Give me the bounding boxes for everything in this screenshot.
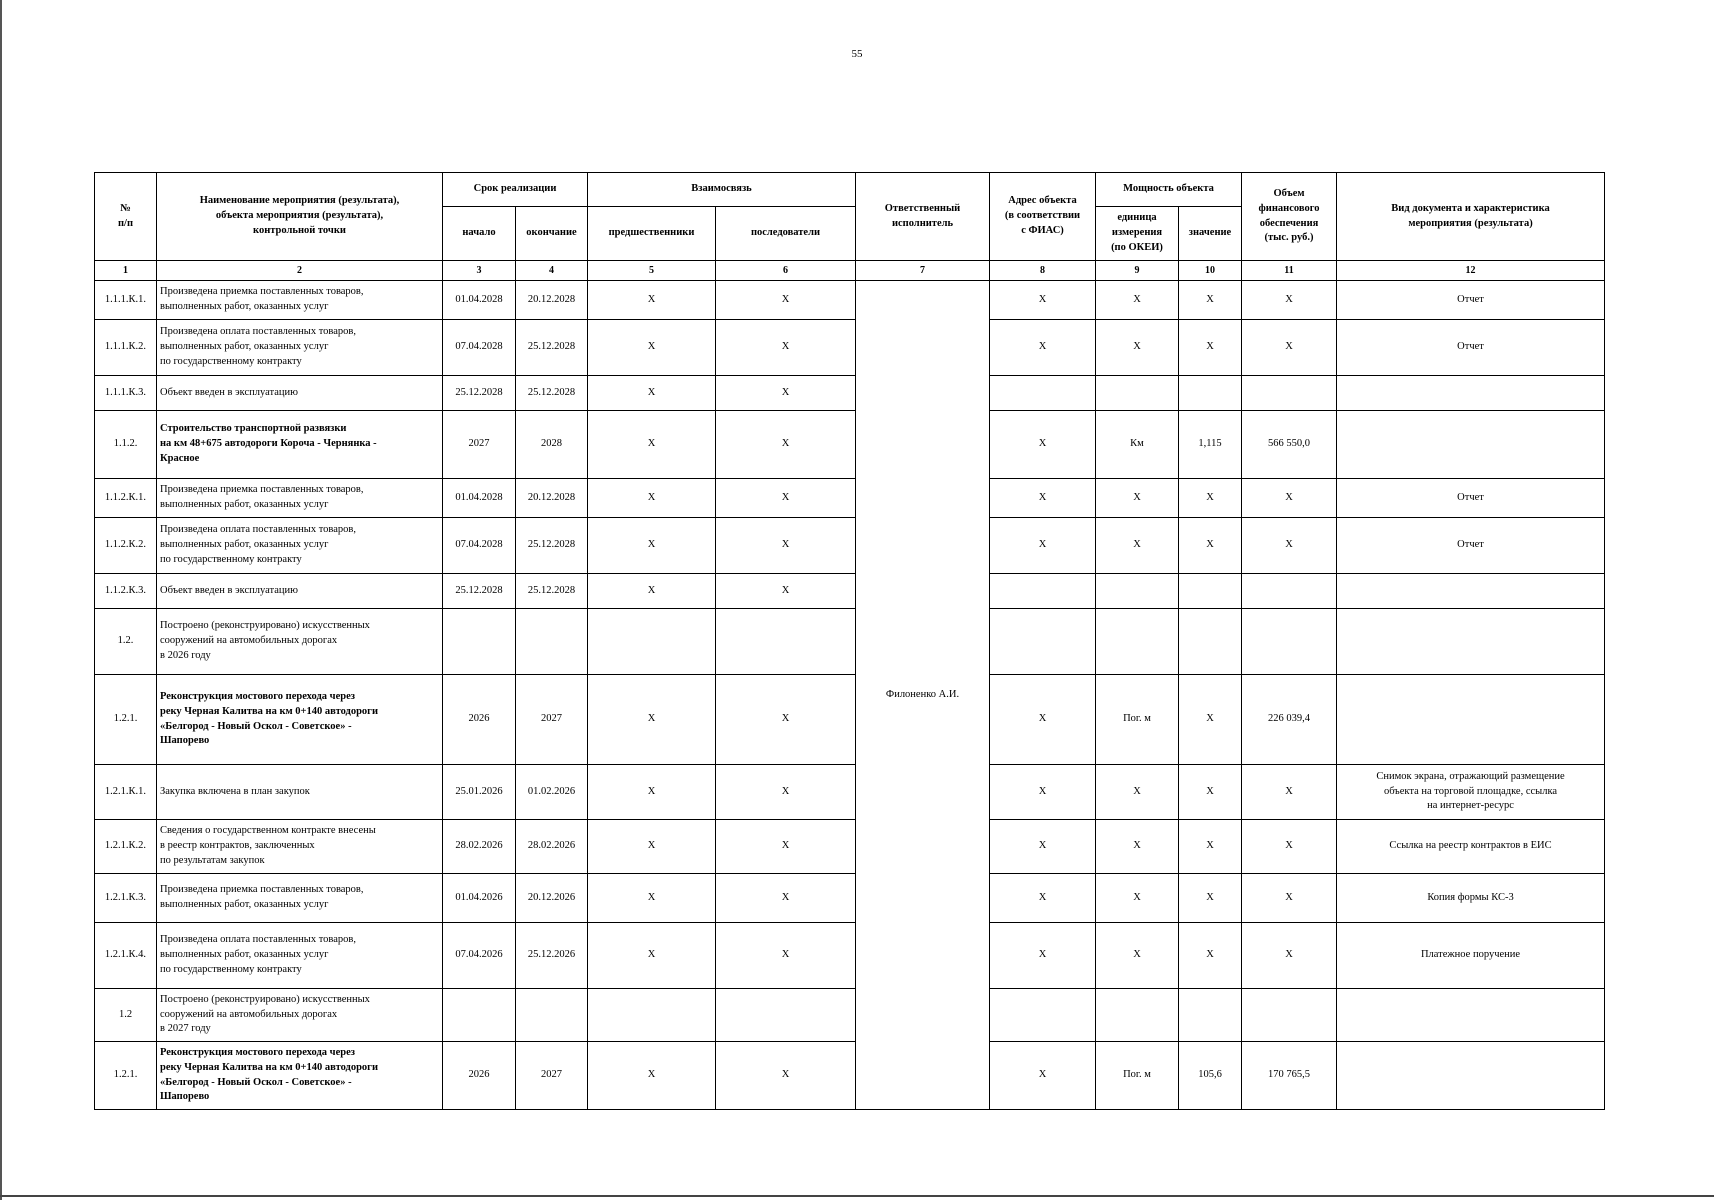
successors-cell: Х [716, 923, 856, 989]
predecessors-cell: Х [588, 820, 716, 874]
table-row [95, 923, 1605, 989]
row-number-cell: 1.1.2.К.1. [95, 479, 157, 518]
successors-cell [716, 609, 856, 675]
document-cell [1337, 675, 1605, 765]
successors-cell: Х [716, 479, 856, 518]
start-date-cell [443, 609, 516, 675]
unit-cell: Х [1096, 874, 1179, 923]
row-name-cell: Произведена оплата поставленных товаров, выполненных работ, оказанных услуг по государственному контракту [157, 518, 443, 574]
row-number-cell: 1.1.1.К.3. [95, 376, 157, 411]
row-number-cell: 1.2.1.К.2. [95, 820, 157, 874]
column-number: 8 [990, 261, 1096, 281]
unit-cell: Х [1096, 923, 1179, 989]
header-link: Взаимосвязь [588, 173, 856, 207]
column-number: 1 [95, 261, 157, 281]
finance-cell [1242, 989, 1337, 1042]
start-date-cell: 2026 [443, 675, 516, 765]
start-date-cell: 2026 [443, 1042, 516, 1110]
start-date-cell: 07.04.2028 [443, 518, 516, 574]
value-cell: Х [1179, 820, 1242, 874]
header-finance: Объем финансового обеспечения (тыс. руб.) [1242, 173, 1337, 261]
unit-cell: Х [1096, 320, 1179, 376]
end-date-cell [516, 989, 588, 1042]
table-row [95, 574, 1605, 609]
value-cell [1179, 609, 1242, 675]
row-number-cell: 1.1.1.К.1. [95, 281, 157, 320]
table-row [95, 479, 1605, 518]
finance-cell: 170 765,5 [1242, 1042, 1337, 1110]
unit-cell: Км [1096, 411, 1179, 479]
row-number-cell: 1.2.1.К.3. [95, 874, 157, 923]
row-name-cell: Сведения о государственном контракте внесены в реестр контрактов, заключенных по результатам закупок [157, 820, 443, 874]
start-date-cell [443, 989, 516, 1042]
finance-cell: Х [1242, 479, 1337, 518]
finance-cell: Х [1242, 874, 1337, 923]
header-period: Срок реализации [443, 173, 588, 207]
value-cell: Х [1179, 320, 1242, 376]
row-number-cell: 1.1.2. [95, 411, 157, 479]
end-date-cell: 25.12.2026 [516, 923, 588, 989]
row-name-cell: Произведена приемка поставленных товаров, выполненных работ, оказанных услуг [157, 281, 443, 320]
document-cell: Отчет [1337, 479, 1605, 518]
document-cell: Снимок экрана, отражающий размещение объекта на торговой площадке, ссылка на интернет-ресурс [1337, 765, 1605, 820]
successors-cell: Х [716, 281, 856, 320]
address-cell: Х [990, 820, 1096, 874]
table-row [95, 765, 1605, 820]
predecessors-cell: Х [588, 518, 716, 574]
finance-cell: Х [1242, 281, 1337, 320]
successors-cell [716, 989, 856, 1042]
end-date-cell: 20.12.2026 [516, 874, 588, 923]
start-date-cell: 07.04.2026 [443, 923, 516, 989]
row-name-cell: Построено (реконструировано) искусственных сооружений на автомобильных дорогах в 2027 году [157, 989, 443, 1042]
row-name-cell: Реконструкция мостового перехода через реку Черная Калитва на км 0+140 автодороги «Белгород - Новый Оскол - Советское» - Шапорево [157, 1042, 443, 1110]
header-num: № п/п [95, 173, 157, 261]
start-date-cell: 07.04.2028 [443, 320, 516, 376]
value-cell [1179, 574, 1242, 609]
value-cell: 1,115 [1179, 411, 1242, 479]
unit-cell [1096, 609, 1179, 675]
value-cell [1179, 376, 1242, 411]
table-row [95, 320, 1605, 376]
row-number-cell: 1.2.1. [95, 675, 157, 765]
responsible-cell: Филоненко А.И. [856, 281, 990, 1110]
column-number: 5 [588, 261, 716, 281]
predecessors-cell: Х [588, 479, 716, 518]
value-cell: Х [1179, 874, 1242, 923]
address-cell: Х [990, 1042, 1096, 1110]
column-number: 12 [1337, 261, 1605, 281]
row-number-cell: 1.1.1.К.2. [95, 320, 157, 376]
scan-bottom-edge [0, 1195, 1714, 1197]
table-row [95, 281, 1605, 320]
unit-cell: Пог. м [1096, 675, 1179, 765]
document-cell: Платежное поручение [1337, 923, 1605, 989]
finance-cell: 226 039,4 [1242, 675, 1337, 765]
table-row [95, 675, 1605, 765]
predecessors-cell: Х [588, 376, 716, 411]
row-name-cell: Реконструкция мостового перехода через реку Черная Калитва на км 0+140 автодороги «Белгород - Новый Оскол - Советское» - Шапорево [157, 675, 443, 765]
address-cell: Х [990, 874, 1096, 923]
finance-cell [1242, 376, 1337, 411]
start-date-cell: 01.04.2028 [443, 281, 516, 320]
row-number-cell: 1.2.1.К.1. [95, 765, 157, 820]
finance-cell: Х [1242, 820, 1337, 874]
address-cell: Х [990, 411, 1096, 479]
end-date-cell [516, 609, 588, 675]
finance-cell: Х [1242, 518, 1337, 574]
address-cell [990, 574, 1096, 609]
start-date-cell: 2027 [443, 411, 516, 479]
row-name-cell: Построено (реконструировано) искусственных сооружений на автомобильных дорогах в 2026 году [157, 609, 443, 675]
header-capacity: Мощность объекта [1096, 173, 1242, 207]
row-name-cell: Произведена приемка поставленных товаров, выполненных работ, оказанных услуг [157, 874, 443, 923]
address-cell: Х [990, 765, 1096, 820]
successors-cell: Х [716, 320, 856, 376]
row-number-cell: 1.2.1.К.4. [95, 923, 157, 989]
finance-cell: Х [1242, 923, 1337, 989]
end-date-cell: 25.12.2028 [516, 574, 588, 609]
address-cell: Х [990, 518, 1096, 574]
unit-cell: Х [1096, 820, 1179, 874]
row-name-cell: Произведена оплата поставленных товаров, выполненных работ, оказанных услуг по государственному контракту [157, 923, 443, 989]
end-date-cell: 2027 [516, 1042, 588, 1110]
scan-left-edge [0, 0, 2, 1200]
measures-table [94, 172, 1605, 1110]
start-date-cell: 01.04.2026 [443, 874, 516, 923]
unit-cell [1096, 989, 1179, 1042]
document-cell: Отчет [1337, 320, 1605, 376]
table-row [95, 609, 1605, 675]
predecessors-cell: Х [588, 411, 716, 479]
row-name-cell: Произведена приемка поставленных товаров, выполненных работ, оказанных услуг [157, 479, 443, 518]
row-number-cell: 1.1.2.К.3. [95, 574, 157, 609]
document-cell [1337, 376, 1605, 411]
table-body [95, 281, 1605, 1110]
header-doc: Вид документа и характеристика мероприятия (результата) [1337, 173, 1605, 261]
unit-cell: Пог. м [1096, 1042, 1179, 1110]
end-date-cell: 20.12.2028 [516, 479, 588, 518]
predecessors-cell: Х [588, 574, 716, 609]
value-cell: Х [1179, 923, 1242, 989]
header-responsible: Ответственный исполнитель [856, 173, 990, 261]
end-date-cell: 25.12.2028 [516, 376, 588, 411]
row-number-cell: 1.1.2.К.2. [95, 518, 157, 574]
predecessors-cell [588, 609, 716, 675]
address-cell: Х [990, 675, 1096, 765]
header-name: Наименование мероприятия (результата), объекта мероприятия (результата), контрольной точки [157, 173, 443, 261]
column-number: 6 [716, 261, 856, 281]
document-cell [1337, 609, 1605, 675]
document-cell: Копия формы КС-3 [1337, 874, 1605, 923]
predecessors-cell: Х [588, 281, 716, 320]
successors-cell: Х [716, 411, 856, 479]
unit-cell: Х [1096, 765, 1179, 820]
row-name-cell: Строительство транспортной развязки на км 48+675 автодороги Короча - Чернянка - Красное [157, 411, 443, 479]
predecessors-cell: Х [588, 320, 716, 376]
successors-cell: Х [716, 518, 856, 574]
table-row [95, 820, 1605, 874]
row-name-cell: Произведена оплата поставленных товаров, выполненных работ, оказанных услуг по государственному контракту [157, 320, 443, 376]
predecessors-cell: Х [588, 1042, 716, 1110]
row-name-cell: Объект введен в эксплуатацию [157, 574, 443, 609]
row-number-cell: 1.2 [95, 989, 157, 1042]
address-cell: Х [990, 923, 1096, 989]
page-number: 55 [851, 48, 863, 60]
table-row [95, 874, 1605, 923]
end-date-cell: 20.12.2028 [516, 281, 588, 320]
unit-cell [1096, 574, 1179, 609]
end-date-cell: 01.02.2026 [516, 765, 588, 820]
end-date-cell: 28.02.2026 [516, 820, 588, 874]
header-successors: последователи [716, 207, 856, 261]
table-row [95, 518, 1605, 574]
successors-cell: Х [716, 874, 856, 923]
header-predecessors: предшественники [588, 207, 716, 261]
row-number-cell: 1.2.1. [95, 1042, 157, 1110]
end-date-cell: 25.12.2028 [516, 320, 588, 376]
value-cell: Х [1179, 675, 1242, 765]
end-date-cell: 2027 [516, 675, 588, 765]
column-number: 3 [443, 261, 516, 281]
start-date-cell: 25.12.2028 [443, 574, 516, 609]
unit-cell: Х [1096, 479, 1179, 518]
predecessors-cell: Х [588, 874, 716, 923]
address-cell [990, 989, 1096, 1042]
value-cell: Х [1179, 518, 1242, 574]
start-date-cell: 25.01.2026 [443, 765, 516, 820]
predecessors-cell: Х [588, 675, 716, 765]
column-number: 9 [1096, 261, 1179, 281]
column-number: 2 [157, 261, 443, 281]
address-cell: Х [990, 320, 1096, 376]
end-date-cell: 2028 [516, 411, 588, 479]
header-value: значение [1179, 207, 1242, 261]
value-cell: Х [1179, 479, 1242, 518]
address-cell [990, 376, 1096, 411]
table-row [95, 376, 1605, 411]
successors-cell: Х [716, 675, 856, 765]
value-cell: Х [1179, 281, 1242, 320]
row-number-cell: 1.2. [95, 609, 157, 675]
address-cell [990, 609, 1096, 675]
document-cell [1337, 989, 1605, 1042]
table-row [95, 1042, 1605, 1110]
predecessors-cell: Х [588, 765, 716, 820]
predecessors-cell: Х [588, 923, 716, 989]
row-name-cell: Объект введен в эксплуатацию [157, 376, 443, 411]
finance-cell: Х [1242, 320, 1337, 376]
finance-cell: Х [1242, 765, 1337, 820]
table-row [95, 989, 1605, 1042]
document-cell [1337, 411, 1605, 479]
document-cell: Отчет [1337, 281, 1605, 320]
row-name-cell: Закупка включена в план закупок [157, 765, 443, 820]
address-cell: Х [990, 479, 1096, 518]
unit-cell [1096, 376, 1179, 411]
finance-cell [1242, 574, 1337, 609]
successors-cell: Х [716, 1042, 856, 1110]
column-number: 4 [516, 261, 588, 281]
predecessors-cell [588, 989, 716, 1042]
successors-cell: Х [716, 376, 856, 411]
document-cell: Ссылка на реестр контрактов в ЕИС [1337, 820, 1605, 874]
start-date-cell: 25.12.2028 [443, 376, 516, 411]
column-number: 11 [1242, 261, 1337, 281]
header-address: Адрес объекта (в соответствии с ФИАС) [990, 173, 1096, 261]
table-row [95, 411, 1605, 479]
address-cell: Х [990, 281, 1096, 320]
unit-cell: Х [1096, 518, 1179, 574]
start-date-cell: 01.04.2028 [443, 479, 516, 518]
header-unit: единица измерения (по ОКЕИ) [1096, 207, 1179, 261]
column-number: 10 [1179, 261, 1242, 281]
header-end: окончание [516, 207, 588, 261]
value-cell [1179, 989, 1242, 1042]
finance-cell [1242, 609, 1337, 675]
document-cell: Отчет [1337, 518, 1605, 574]
document-cell [1337, 1042, 1605, 1110]
successors-cell: Х [716, 574, 856, 609]
value-cell: Х [1179, 765, 1242, 820]
document-cell [1337, 574, 1605, 609]
start-date-cell: 28.02.2026 [443, 820, 516, 874]
header-start: начало [443, 207, 516, 261]
value-cell: 105,6 [1179, 1042, 1242, 1110]
end-date-cell: 25.12.2028 [516, 518, 588, 574]
finance-cell: 566 550,0 [1242, 411, 1337, 479]
successors-cell: Х [716, 820, 856, 874]
successors-cell: Х [716, 765, 856, 820]
unit-cell: Х [1096, 281, 1179, 320]
column-number: 7 [856, 261, 990, 281]
